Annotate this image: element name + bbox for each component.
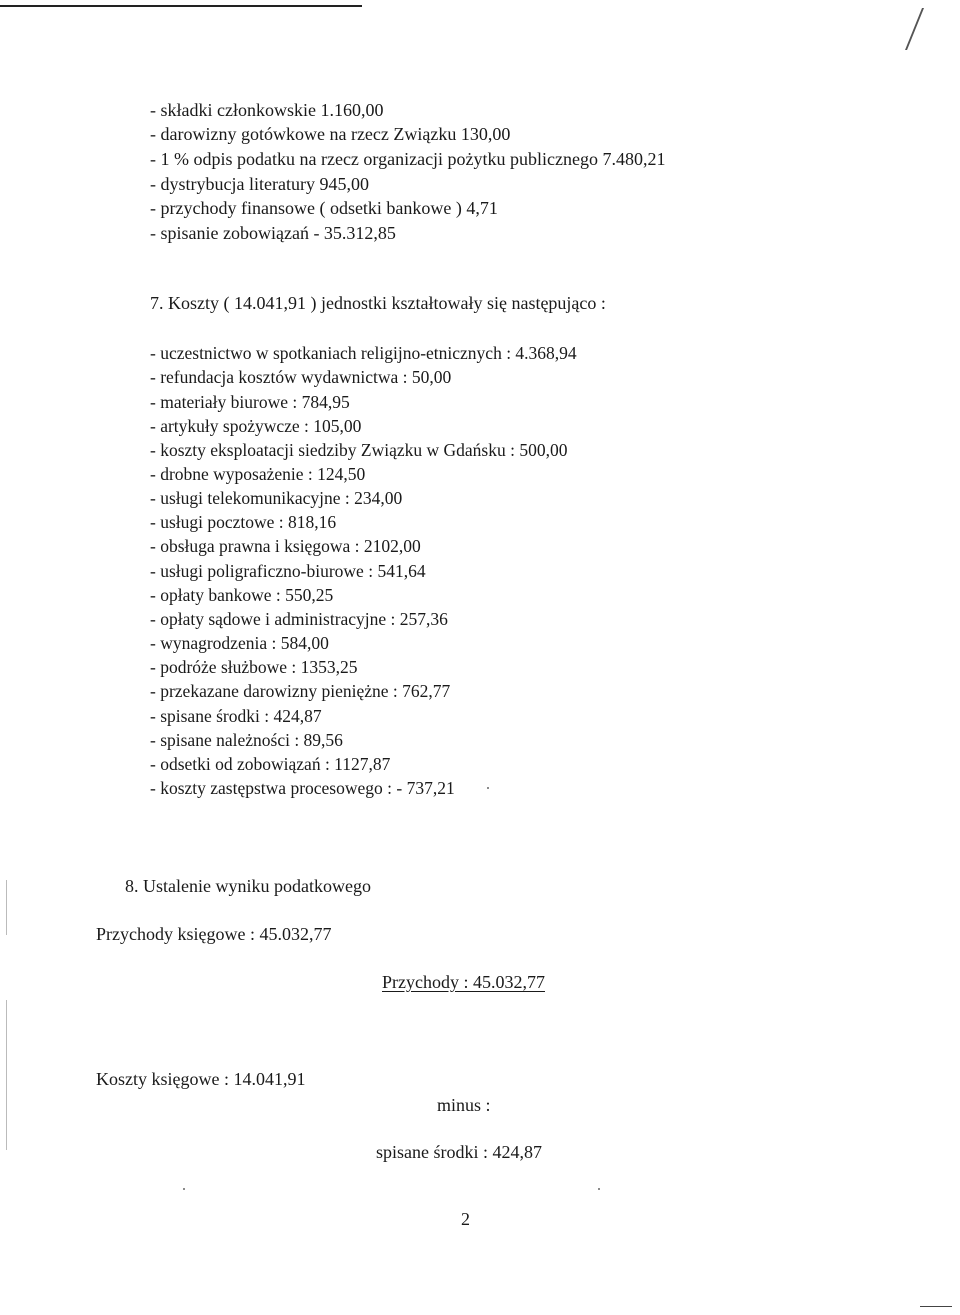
speck [487,787,489,789]
bottom-rule [920,1306,952,1307]
cost-item: - spisane należności : 89,56 [150,730,343,750]
income-item: - 1 % odpis podatku na rzecz organizacji pożytku publicznego 7.480,21 [150,149,666,169]
cost-item: - podróże służbowe : 1353,25 [150,657,358,677]
cost-item: - uczestnictwo w spotkaniach religijno-etnicznych : 4.368,94 [150,343,577,363]
costs-heading: 7. Koszty ( 14.041,91 ) jednostki kształtowały się następująco : [150,293,606,313]
income-item: - darowizny gotówkowe na rzecz Związku 130,00 [150,124,511,144]
margin-scan-line [6,1000,7,1150]
minus-label: minus : [437,1095,491,1115]
cost-item: - przekazane darowizny pieniężne : 762,77 [150,681,451,701]
income-item: - przychody finansowe ( odsetki bankowe ) 4,71 [150,198,498,218]
cost-item: - obsługa prawna i księgowa : 2102,00 [150,536,421,556]
cost-item: - koszty zastępstwa procesowego : - 737,21 [150,778,455,798]
cost-item: - usługi telekomunikacyjne : 234,00 [150,488,403,508]
speck [598,1188,600,1190]
cost-item: - refundacja kosztów wydawnictwa : 50,00 [150,367,452,387]
top-rule [0,5,362,7]
cost-item: - wynagrodzenia : 584,00 [150,633,329,653]
cost-item: - usługi pocztowe : 818,16 [150,512,337,532]
income-item: - dystrybucja literatury 945,00 [150,174,369,194]
cost-item: - opłaty sądowe i administracyjne : 257,36 [150,609,448,629]
speck [183,1188,185,1190]
cost-item: - odsetki od zobowiązań : 1127,87 [150,754,391,774]
cost-item: - spisane środki : 424,87 [150,706,322,726]
income-item: - spisanie zobowiązań - 35.312,85 [150,223,396,243]
written-off-assets: spisane środki : 424,87 [376,1142,542,1162]
book-costs: Koszty księgowe : 14.041,91 [96,1069,306,1089]
cost-item: - drobne wyposażenie : 124,50 [150,464,366,484]
revenue-underlined: Przychody : 45.032,77 [382,972,545,992]
cost-item: - usługi poligraficzno-biurowe : 541,64 [150,561,426,581]
cost-item: - opłaty bankowe : 550,25 [150,585,334,605]
cost-item: - materiały biurowe : 784,95 [150,392,350,412]
book-revenue: Przychody księgowe : 45.032,77 [96,924,332,944]
cost-item: - koszty eksploatacji siedziby Związku w Gdańsku : 500,00 [150,440,568,460]
corner-slash-mark [905,8,924,50]
page-number: 2 [461,1209,470,1229]
tax-result-heading: 8. Ustalenie wyniku podatkowego [125,876,371,896]
margin-scan-line [6,880,7,935]
cost-item: - artykuły spożywcze : 105,00 [150,416,362,436]
income-item: - składki członkowskie 1.160,00 [150,100,384,120]
